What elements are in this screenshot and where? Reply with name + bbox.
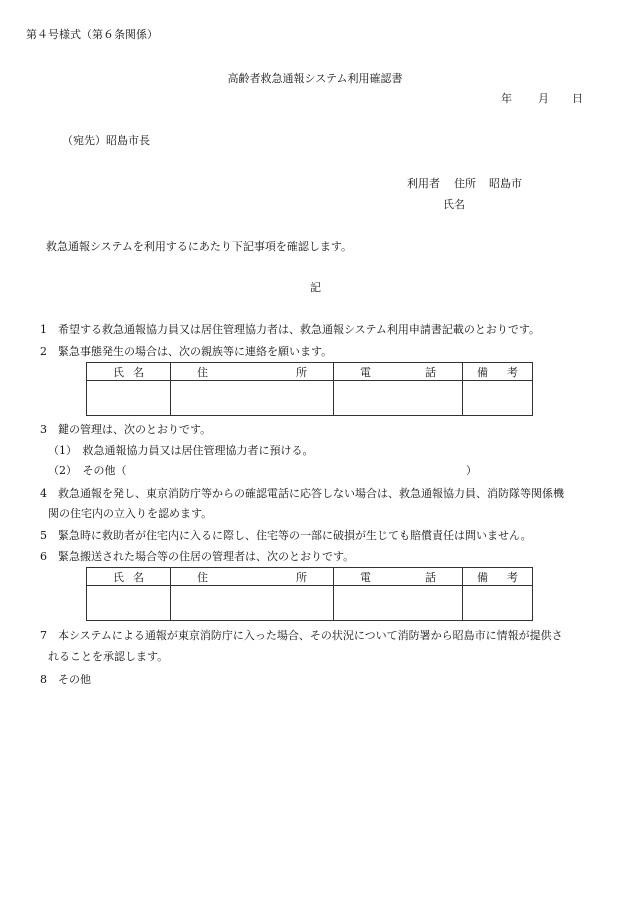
- residence-manager-table: [86, 567, 533, 621]
- item-7-line-1: 7 本システムによる通報が東京消防庁に入った場合、その状況について消防署から昭島市に情報が提供さ: [40, 629, 563, 642]
- item-3-1: （1） 救急通報協力員又は居住管理協力者に預ける。: [48, 444, 314, 457]
- phone-cell[interactable]: [334, 381, 463, 416]
- item-7-line-2: れることを承認します。: [48, 650, 169, 663]
- user-address-label: 住所: [454, 177, 476, 190]
- header-remarks: 備 考: [463, 363, 533, 381]
- item-8: 8 その他: [40, 673, 91, 686]
- date-year-label: 年: [501, 92, 512, 105]
- item-6: 6 緊急搬送された場合等の住居の管理者は、次のとおりです。: [40, 550, 355, 563]
- phone-cell[interactable]: [334, 586, 463, 621]
- item-3-2-label: （2） その他（: [48, 464, 127, 477]
- remarks-cell[interactable]: [463, 381, 533, 416]
- item-1: 1 希望する救急通報協力員又は居住管理協力者は、救急通報システム利用申請書記載のとおりです。: [40, 323, 541, 336]
- intro-text: 救急通報システムを利用するにあたり下記事項を確認します。: [46, 240, 353, 253]
- header-phone: 電 話: [334, 363, 463, 381]
- ki-heading: 記: [310, 281, 321, 294]
- remarks-cell[interactable]: [463, 586, 533, 621]
- name-cell[interactable]: [87, 586, 171, 621]
- form-number: 第４号様式（第６条関係）: [26, 28, 158, 41]
- address-cell[interactable]: [171, 381, 334, 416]
- user-label: 利用者: [407, 177, 440, 190]
- address-cell[interactable]: [171, 586, 334, 621]
- user-city: 昭島市: [489, 177, 522, 190]
- user-name-label: 氏名: [443, 198, 465, 211]
- item-3: 3 鍵の管理は、次のとおりです。: [40, 423, 212, 436]
- item-3-2-close: ）: [466, 464, 477, 477]
- date-month-label: 月: [538, 92, 549, 105]
- header-remarks: 備 考: [463, 568, 533, 586]
- header-phone: 電 話: [334, 568, 463, 586]
- item-2: 2 緊急事態発生の場合は、次の親族等に連絡を願います。: [40, 345, 333, 358]
- addressee: （宛先）昭島市長: [62, 134, 150, 147]
- relatives-contact-table: [86, 362, 533, 416]
- item-4-line-1: 4 救急通報を発し、東京消防庁等からの確認電話に応答しない場合は、救急通報協力員、消防隊等関係機: [40, 487, 564, 500]
- document-title: 高齢者救急通報システム利用確認書: [227, 72, 403, 85]
- name-cell[interactable]: [87, 381, 171, 416]
- item-4-line-2: 関の住宅内の立入りを認めます。: [48, 507, 213, 520]
- item-5: 5 緊急時に救助者が住宅内に入るに際し、住宅等の一部に破損が生じても賠償責任は問いません。: [40, 529, 532, 542]
- header-name: 氏 名: [87, 568, 171, 586]
- header-name: 氏 名: [87, 363, 171, 381]
- header-address: 住 所: [171, 568, 334, 586]
- date-day-label: 日: [572, 92, 583, 105]
- header-address: 住 所: [171, 363, 334, 381]
